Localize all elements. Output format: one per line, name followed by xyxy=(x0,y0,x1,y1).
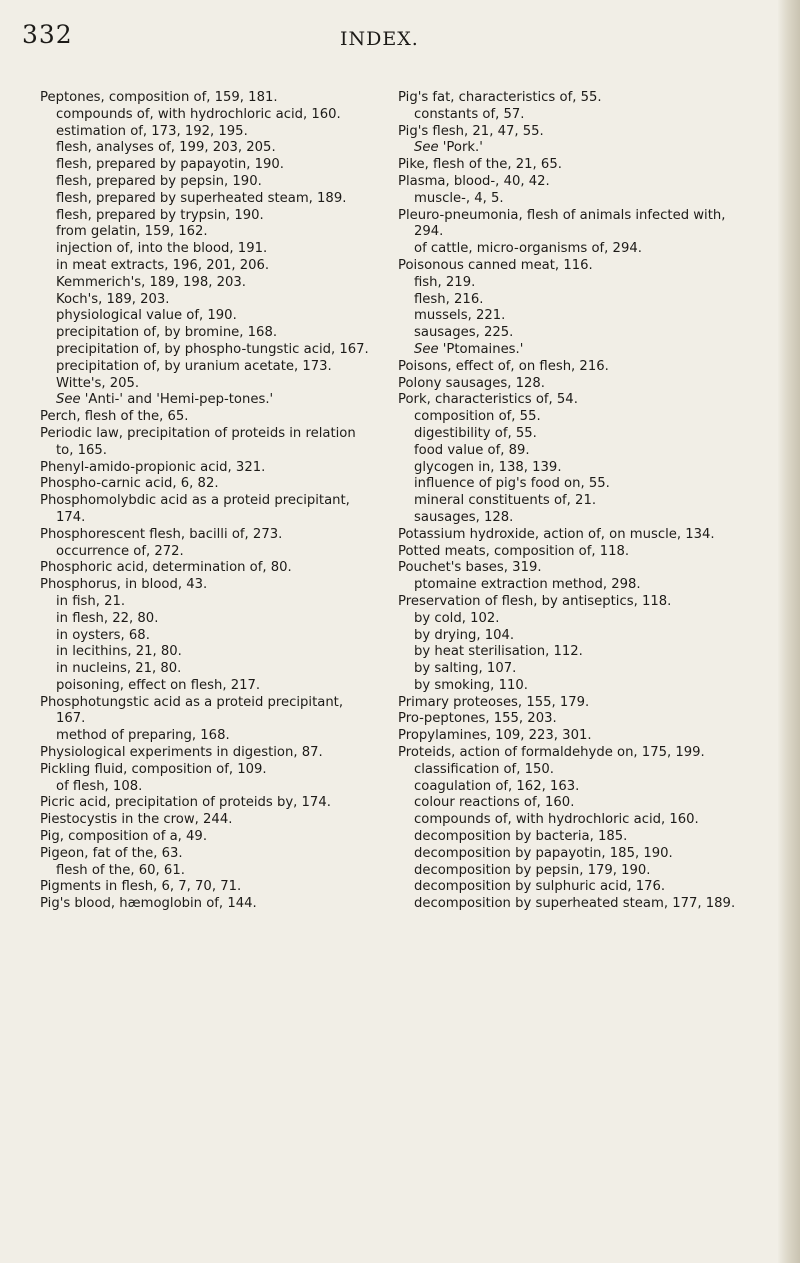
index-entry-text: decomposition by superheated steam, 177, 189. xyxy=(414,896,736,912)
index-subentry xyxy=(40,157,375,174)
index-subentry xyxy=(40,644,375,661)
index-entry-text: decomposition by bacteria, 185. xyxy=(414,829,628,845)
index-entry-text: poisoning, effect on flesh, 217. xyxy=(56,677,261,693)
index-heading-entry xyxy=(398,124,738,141)
index-entry-text: flesh of the, 60, 61. xyxy=(56,862,185,878)
index-entry-text: Physiological experiments in digestion, 87. xyxy=(40,745,323,761)
index-entry-text: Pig's fat, characteristics of, 55. xyxy=(398,90,602,105)
index-heading-entry xyxy=(40,527,375,544)
index-entry-text: mineral constituents of, 21. xyxy=(414,493,597,509)
index-subentry xyxy=(40,275,375,292)
index-subentry xyxy=(40,863,375,880)
index-entry-text: of flesh, 108. xyxy=(56,778,143,794)
index-subentry xyxy=(40,292,375,309)
index-heading-entry xyxy=(398,527,738,544)
index-entry-text: by cold, 102. xyxy=(414,610,500,626)
index-entry-text: flesh, prepared by pepsin, 190. xyxy=(56,173,262,189)
index-entry-text: Poisonous canned meat, 116. xyxy=(398,257,593,273)
index-subentry xyxy=(40,140,375,157)
index-heading-entry xyxy=(40,426,375,460)
index-subentry xyxy=(398,325,738,342)
index-entry-text: by smoking, 110. xyxy=(414,677,528,693)
index-subentry xyxy=(398,644,738,661)
index-heading-entry xyxy=(398,560,738,577)
index-heading-entry xyxy=(40,846,375,863)
index-heading-entry xyxy=(40,577,375,594)
index-heading-entry xyxy=(398,392,738,409)
index-entry-text: Potted meats, composition of, 118. xyxy=(398,543,630,559)
index-entry-text: precipitation of, by bromine, 168. xyxy=(56,325,278,341)
page-header xyxy=(0,20,800,64)
index-entry-text: Primary proteoses, 155, 179. xyxy=(398,694,590,710)
index-entry-text: Plasma, blood-, 40, 42. xyxy=(398,173,550,189)
index-heading-entry xyxy=(40,409,375,426)
index-subentry xyxy=(398,812,738,829)
index-heading-entry xyxy=(398,258,738,275)
index-subentry xyxy=(398,476,738,493)
index-subentry xyxy=(398,779,738,796)
index-entry-text: Phospho-carnic acid, 6, 82. xyxy=(40,476,219,492)
index-subentry xyxy=(40,325,375,342)
index-subentry xyxy=(40,224,375,241)
index-entry-text: influence of pig's food on, 55. xyxy=(414,476,610,492)
index-subentry xyxy=(40,258,375,275)
index-subentry xyxy=(398,829,738,846)
index-subentry xyxy=(40,611,375,628)
index-heading-entry xyxy=(40,90,375,107)
index-entry-text: flesh, 216. xyxy=(414,291,484,307)
index-entry-text: of cattle, micro-organisms of, 294. xyxy=(414,241,642,257)
index-entry-text: Pleuro-pneumonia, flesh of animals infected with, 294. xyxy=(398,207,726,240)
see-reference-label: See xyxy=(56,392,81,408)
index-subentry xyxy=(398,426,738,443)
index-subentry xyxy=(398,611,738,628)
index-entry-text: ptomaine extraction method, 298. xyxy=(414,577,641,593)
index-entry-text: Pro-peptones, 155, 203. xyxy=(398,711,557,727)
index-subentry xyxy=(40,392,375,409)
index-entry-text: constants of, 57. xyxy=(414,106,525,122)
index-subentry xyxy=(40,191,375,208)
index-entry-text: Preservation of flesh, by antiseptics, 118. xyxy=(398,593,672,609)
index-entry-text: in nucleins, 21, 80. xyxy=(56,661,182,677)
index-subentry xyxy=(40,728,375,745)
index-subentry xyxy=(40,308,375,325)
index-heading-entry xyxy=(40,476,375,493)
index-entry-text: precipitation of, by phospho-tungstic acid, 167. xyxy=(56,341,369,357)
index-entry-text: in meat extracts, 196, 201, 206. xyxy=(56,257,270,273)
see-reference-label: See xyxy=(414,341,439,357)
index-heading-entry xyxy=(40,879,375,896)
index-entry-text: in oysters, 68. xyxy=(56,627,150,643)
index-entry-text: Pig's flesh, 21, 47, 55. xyxy=(398,123,544,139)
index-subentry xyxy=(398,510,738,527)
index-heading-entry xyxy=(40,745,375,762)
index-subentry xyxy=(398,846,738,863)
index-subentry xyxy=(40,124,375,141)
index-heading-entry xyxy=(40,560,375,577)
index-heading-entry xyxy=(398,728,738,745)
index-entry-text: Phosphotungstic acid as a proteid precipitant, 167. xyxy=(40,694,344,727)
index-entry-text: Picric acid, precipitation of proteids by, 174. xyxy=(40,795,331,811)
index-entry-text: physiological value of, 190. xyxy=(56,308,237,324)
index-subentry xyxy=(398,308,738,325)
index-entry-text: occurrence of, 272. xyxy=(56,543,184,559)
index-subentry xyxy=(40,661,375,678)
index-subentry xyxy=(40,241,375,258)
index-entry-text: Propylamines, 109, 223, 301. xyxy=(398,728,592,744)
index-heading-entry xyxy=(398,745,738,762)
index-entry-text: Pigeon, fat of the, 63. xyxy=(40,845,183,861)
index-subentry xyxy=(40,107,375,124)
index-subentry xyxy=(398,342,738,359)
index-entry-text: Phosphomolybdic acid as a proteid precipitant, 174. xyxy=(40,493,350,525)
index-entry-text: Witte's, 205. xyxy=(56,375,140,391)
index-heading-entry xyxy=(398,157,738,174)
index-subentry xyxy=(40,544,375,561)
index-entry-text: classification of, 150. xyxy=(414,761,554,777)
index-entry-text: muscle-, 4, 5. xyxy=(414,190,504,206)
index-subentry xyxy=(398,879,738,896)
index-subentry xyxy=(398,577,738,594)
index-subentry xyxy=(398,443,738,460)
index-entry-text: compounds of, with hydrochloric acid, 160. xyxy=(414,812,699,828)
index-column-left xyxy=(40,90,375,913)
index-entry-text: decomposition by pepsin, 179, 190. xyxy=(414,862,651,878)
index-subentry xyxy=(398,107,738,124)
index-heading-entry xyxy=(398,208,738,242)
index-entry-text: flesh, prepared by superheated steam, 189. xyxy=(56,190,347,206)
page-number: 332 xyxy=(22,20,73,49)
index-heading-entry xyxy=(398,359,738,376)
index-subentry xyxy=(398,661,738,678)
index-subentry xyxy=(398,409,738,426)
index-entry-text: in fish, 21. xyxy=(56,593,126,609)
index-entry-text: composition of, 55. xyxy=(414,409,541,425)
index-subentry xyxy=(398,896,738,913)
index-subentry xyxy=(40,678,375,695)
index-entry-text: digestibility of, 55. xyxy=(414,425,537,441)
index-subentry xyxy=(398,140,738,157)
see-reference-label: See xyxy=(414,140,439,156)
index-entry-text: 'Ptomaines.' xyxy=(438,341,524,357)
index-heading-entry xyxy=(40,795,375,812)
index-entry-text: injection of, into the blood, 191. xyxy=(56,241,268,257)
index-entry-text: food value of, 89. xyxy=(414,442,530,458)
index-subentry xyxy=(40,342,375,359)
index-subentry xyxy=(398,191,738,208)
index-entry-text: Periodic law, precipitation of proteids in relation to, 165. xyxy=(40,425,356,458)
index-subentry xyxy=(398,493,738,510)
index-entry-text: Phosphorescent flesh, bacilli of, 273. xyxy=(40,526,283,542)
index-entry-text: Pickling fluid, composition of, 109. xyxy=(40,761,267,777)
index-subentry xyxy=(398,678,738,695)
index-entry-text: sausages, 128. xyxy=(414,509,514,525)
index-subentry xyxy=(398,292,738,309)
index-heading-entry xyxy=(398,544,738,561)
index-subentry xyxy=(40,359,375,376)
index-entry-text: Pigments in flesh, 6, 7, 70, 71. xyxy=(40,879,242,895)
index-subentry xyxy=(40,174,375,191)
index-entry-text: Pig's blood, hæmoglobin of, 144. xyxy=(40,896,257,912)
index-entry-text: Phosphorus, in blood, 43. xyxy=(40,577,208,593)
index-entry-text: decomposition by sulphuric acid, 176. xyxy=(414,879,666,895)
index-entry-text: glycogen in, 138, 139. xyxy=(414,459,562,475)
index-entry-text: method of preparing, 168. xyxy=(56,728,230,744)
index-entry-text: sausages, 225. xyxy=(414,325,514,341)
index-entry-text: flesh, prepared by trypsin, 190. xyxy=(56,207,264,223)
index-subentry xyxy=(398,795,738,812)
page-edge-shadow xyxy=(778,0,800,1263)
index-subentry xyxy=(398,762,738,779)
index-entry-text: Poisons, effect of, on flesh, 216. xyxy=(398,358,609,374)
index-subentry xyxy=(398,275,738,292)
index-heading-entry xyxy=(40,762,375,779)
index-entry-text: decomposition by papayotin, 185, 190. xyxy=(414,845,673,861)
running-head: INDEX. xyxy=(340,28,419,50)
index-entry-text: Pouchet's bases, 319. xyxy=(398,560,542,576)
index-entry-text: 'Pork.' xyxy=(438,140,483,156)
index-heading-entry xyxy=(40,829,375,846)
index-entry-text: by heat sterilisation, 112. xyxy=(414,644,583,660)
index-entry-text: 'Anti-' and 'Hemi-pep-tones.' xyxy=(80,392,274,408)
index-entry-text: Kemmerich's, 189, 198, 203. xyxy=(56,274,246,290)
index-entry-text: Polony sausages, 128. xyxy=(398,375,546,391)
index-entry-text: Phenyl-amido-propionic acid, 321. xyxy=(40,459,266,475)
index-heading-entry xyxy=(398,695,738,712)
index-entry-text: precipitation of, by uranium acetate, 173. xyxy=(56,358,332,374)
index-subentry xyxy=(40,628,375,645)
index-heading-entry xyxy=(398,594,738,611)
index-entry-text: in lecithins, 21, 80. xyxy=(56,644,182,660)
index-entry-text: coagulation of, 162, 163. xyxy=(414,778,580,794)
index-heading-entry xyxy=(398,711,738,728)
index-heading-entry xyxy=(40,812,375,829)
index-entry-text: colour reactions of, 160. xyxy=(414,795,575,811)
index-heading-entry xyxy=(398,376,738,393)
index-entry-text: Phosphoric acid, determination of, 80. xyxy=(40,560,292,576)
index-entry-text: Proteids, action of formaldehyde on, 175, 199. xyxy=(398,745,705,761)
index-subentry xyxy=(40,208,375,225)
index-entry-text: from gelatin, 159, 162. xyxy=(56,224,208,240)
index-heading-entry xyxy=(398,90,738,107)
index-entry-text: fish, 219. xyxy=(414,274,476,290)
index-subentry xyxy=(398,863,738,880)
index-heading-entry xyxy=(40,695,375,729)
index-column-right xyxy=(398,90,738,913)
index-subentry xyxy=(40,594,375,611)
index-entry-text: Pike, flesh of the, 21, 65. xyxy=(398,157,562,173)
index-heading-entry xyxy=(40,493,375,527)
index-entry-text: Peptones, composition of, 159, 181. xyxy=(40,90,278,105)
index-entry-text: Pork, characteristics of, 54. xyxy=(398,392,578,408)
index-entry-text: in flesh, 22, 80. xyxy=(56,610,159,626)
index-entry-text: Piestocystis in the crow, 244. xyxy=(40,812,233,828)
index-entry-text: compounds of, with hydrochloric acid, 160. xyxy=(56,106,341,122)
index-entry-text: Potassium hydroxide, action of, on muscle, 134. xyxy=(398,526,715,542)
index-heading-entry xyxy=(40,896,375,913)
index-entry-text: Pig, composition of a, 49. xyxy=(40,829,208,845)
index-entry-text: by salting, 107. xyxy=(414,661,517,677)
index-subentry xyxy=(40,779,375,796)
index-subentry xyxy=(398,628,738,645)
index-subentry xyxy=(398,460,738,477)
index-entry-text: Koch's, 189, 203. xyxy=(56,291,170,307)
index-entry-text: estimation of, 173, 192, 195. xyxy=(56,123,248,139)
index-entry-text: Perch, flesh of the, 65. xyxy=(40,409,189,425)
index-entry-text: flesh, prepared by papayotin, 190. xyxy=(56,157,284,173)
index-subentry xyxy=(40,376,375,393)
index-entry-text: flesh, analyses of, 199, 203, 205. xyxy=(56,140,276,156)
index-heading-entry xyxy=(398,174,738,191)
index-entry-text: mussels, 221. xyxy=(414,308,506,324)
index-entry-text: by drying, 104. xyxy=(414,627,515,643)
index-heading-entry xyxy=(40,460,375,477)
index-subentry xyxy=(398,241,738,258)
